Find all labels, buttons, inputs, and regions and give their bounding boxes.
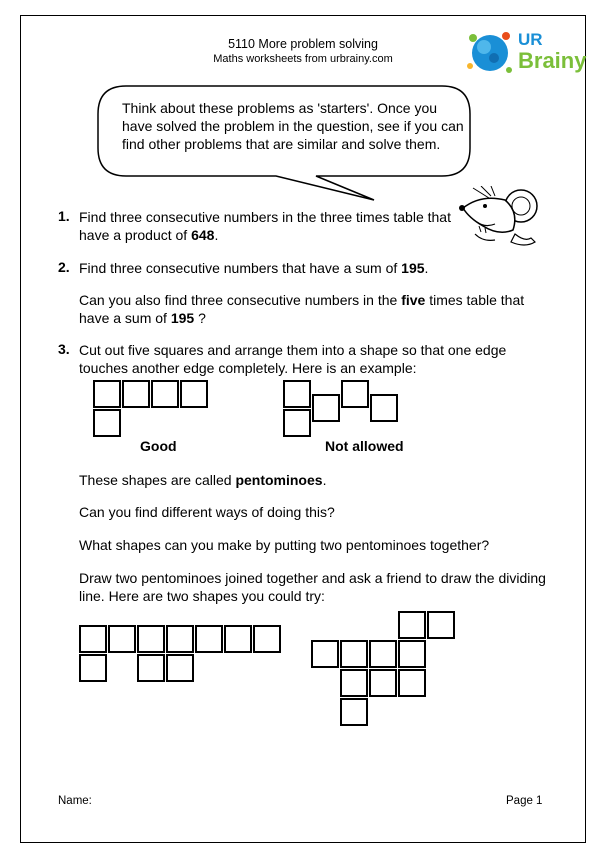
- square-cell: [427, 611, 455, 639]
- urbrainy-logo: [464, 26, 587, 80]
- pentominoes-text-b: .: [322, 472, 327, 488]
- question-2-text-b: .: [424, 260, 429, 276]
- question-1-value: 648: [191, 227, 215, 243]
- question-1-text-b: .: [214, 227, 219, 243]
- shape-b: [311, 611, 461, 731]
- square-cell: [283, 409, 311, 437]
- question-2-follow-b: times table that have a sum of: [79, 292, 525, 326]
- square-cell: [137, 625, 165, 653]
- question-2-follow-up: [79, 291, 549, 327]
- question-1-text-a: Find three consecutive numbers in the three times table that have a product of: [79, 209, 451, 243]
- square-cell: [195, 625, 223, 653]
- square-cell: [122, 380, 150, 408]
- square-cell: [166, 654, 194, 682]
- logo-text-ur: UR: [518, 30, 543, 49]
- square-cell: [93, 380, 121, 408]
- square-cell: [137, 654, 165, 682]
- square-cell: [79, 654, 107, 682]
- two-pentominoes-text: What shapes can you make by putting two pentominoes together?: [79, 537, 490, 553]
- worksheet-title: 5110 More problem solving: [228, 37, 378, 51]
- question-2-text-a: Find three consecutive numbers that have a sum of: [79, 260, 402, 276]
- pentominoes-word: pentominoes: [235, 472, 323, 488]
- square-cell: [93, 409, 121, 437]
- question-2-follow-c: ?: [194, 310, 206, 326]
- intro-text: Think about these problems as 'starters'. Once you have solved the problem in the question, see if you can find other problems that are similar and solve them.: [122, 100, 464, 152]
- question-2-follow-a: Can you also find three consecutive numbers in the: [79, 292, 402, 308]
- logo-text-brainy: Brainy: [518, 48, 587, 73]
- square-cell: [312, 394, 340, 422]
- not-allowed-label: Not allowed: [325, 438, 404, 454]
- name-label: Name:: [58, 795, 92, 807]
- question-3-number: 3.: [58, 341, 70, 357]
- question-2-value: 195: [401, 260, 425, 276]
- square-cell: [398, 611, 426, 639]
- square-cell: [398, 640, 426, 668]
- draw-instructions-text: Draw two pentominoes joined together and ask a friend to draw the dividing line. Here are two shapes you could try:: [79, 570, 546, 604]
- square-cell: [369, 640, 397, 668]
- question-2-follow-bold: five: [401, 292, 426, 308]
- good-pentomino: [93, 380, 213, 440]
- question-2-text: [79, 259, 499, 277]
- square-cell: [79, 625, 107, 653]
- good-label: Good: [140, 438, 177, 454]
- question-3-text: Cut out five squares and arrange them into a shape so that one edge touches another edge completely. Here is an example:: [79, 342, 507, 376]
- page-number: Page 1: [506, 795, 543, 807]
- square-cell: [108, 625, 136, 653]
- pentominoes-definition: [79, 471, 549, 489]
- square-cell: [283, 380, 311, 408]
- square-cell: [180, 380, 208, 408]
- question-2-number: 2.: [58, 259, 70, 275]
- square-cell: [151, 380, 179, 408]
- square-cell: [369, 669, 397, 697]
- question-1-text: [79, 208, 464, 244]
- square-cell: [398, 669, 426, 697]
- square-cell: [166, 625, 194, 653]
- question-1-number: 1.: [58, 208, 70, 224]
- pentominoes-text-a: These shapes are called: [79, 472, 236, 488]
- square-cell: [340, 698, 368, 726]
- not-allowed-shape: [283, 380, 403, 440]
- question-2-follow-value: 195: [170, 310, 195, 326]
- square-cell: [340, 669, 368, 697]
- different-ways-text: Can you find different ways of doing this?: [79, 504, 335, 520]
- square-cell: [224, 625, 252, 653]
- square-cell: [341, 380, 369, 408]
- worksheet-subtitle: Maths worksheets from urbrainy.com: [213, 53, 393, 65]
- square-cell: [370, 394, 398, 422]
- shape-a: [79, 625, 289, 687]
- square-cell: [340, 640, 368, 668]
- square-cell: [311, 640, 339, 668]
- square-cell: [253, 625, 281, 653]
- mouse-illustration-icon: [455, 186, 545, 250]
